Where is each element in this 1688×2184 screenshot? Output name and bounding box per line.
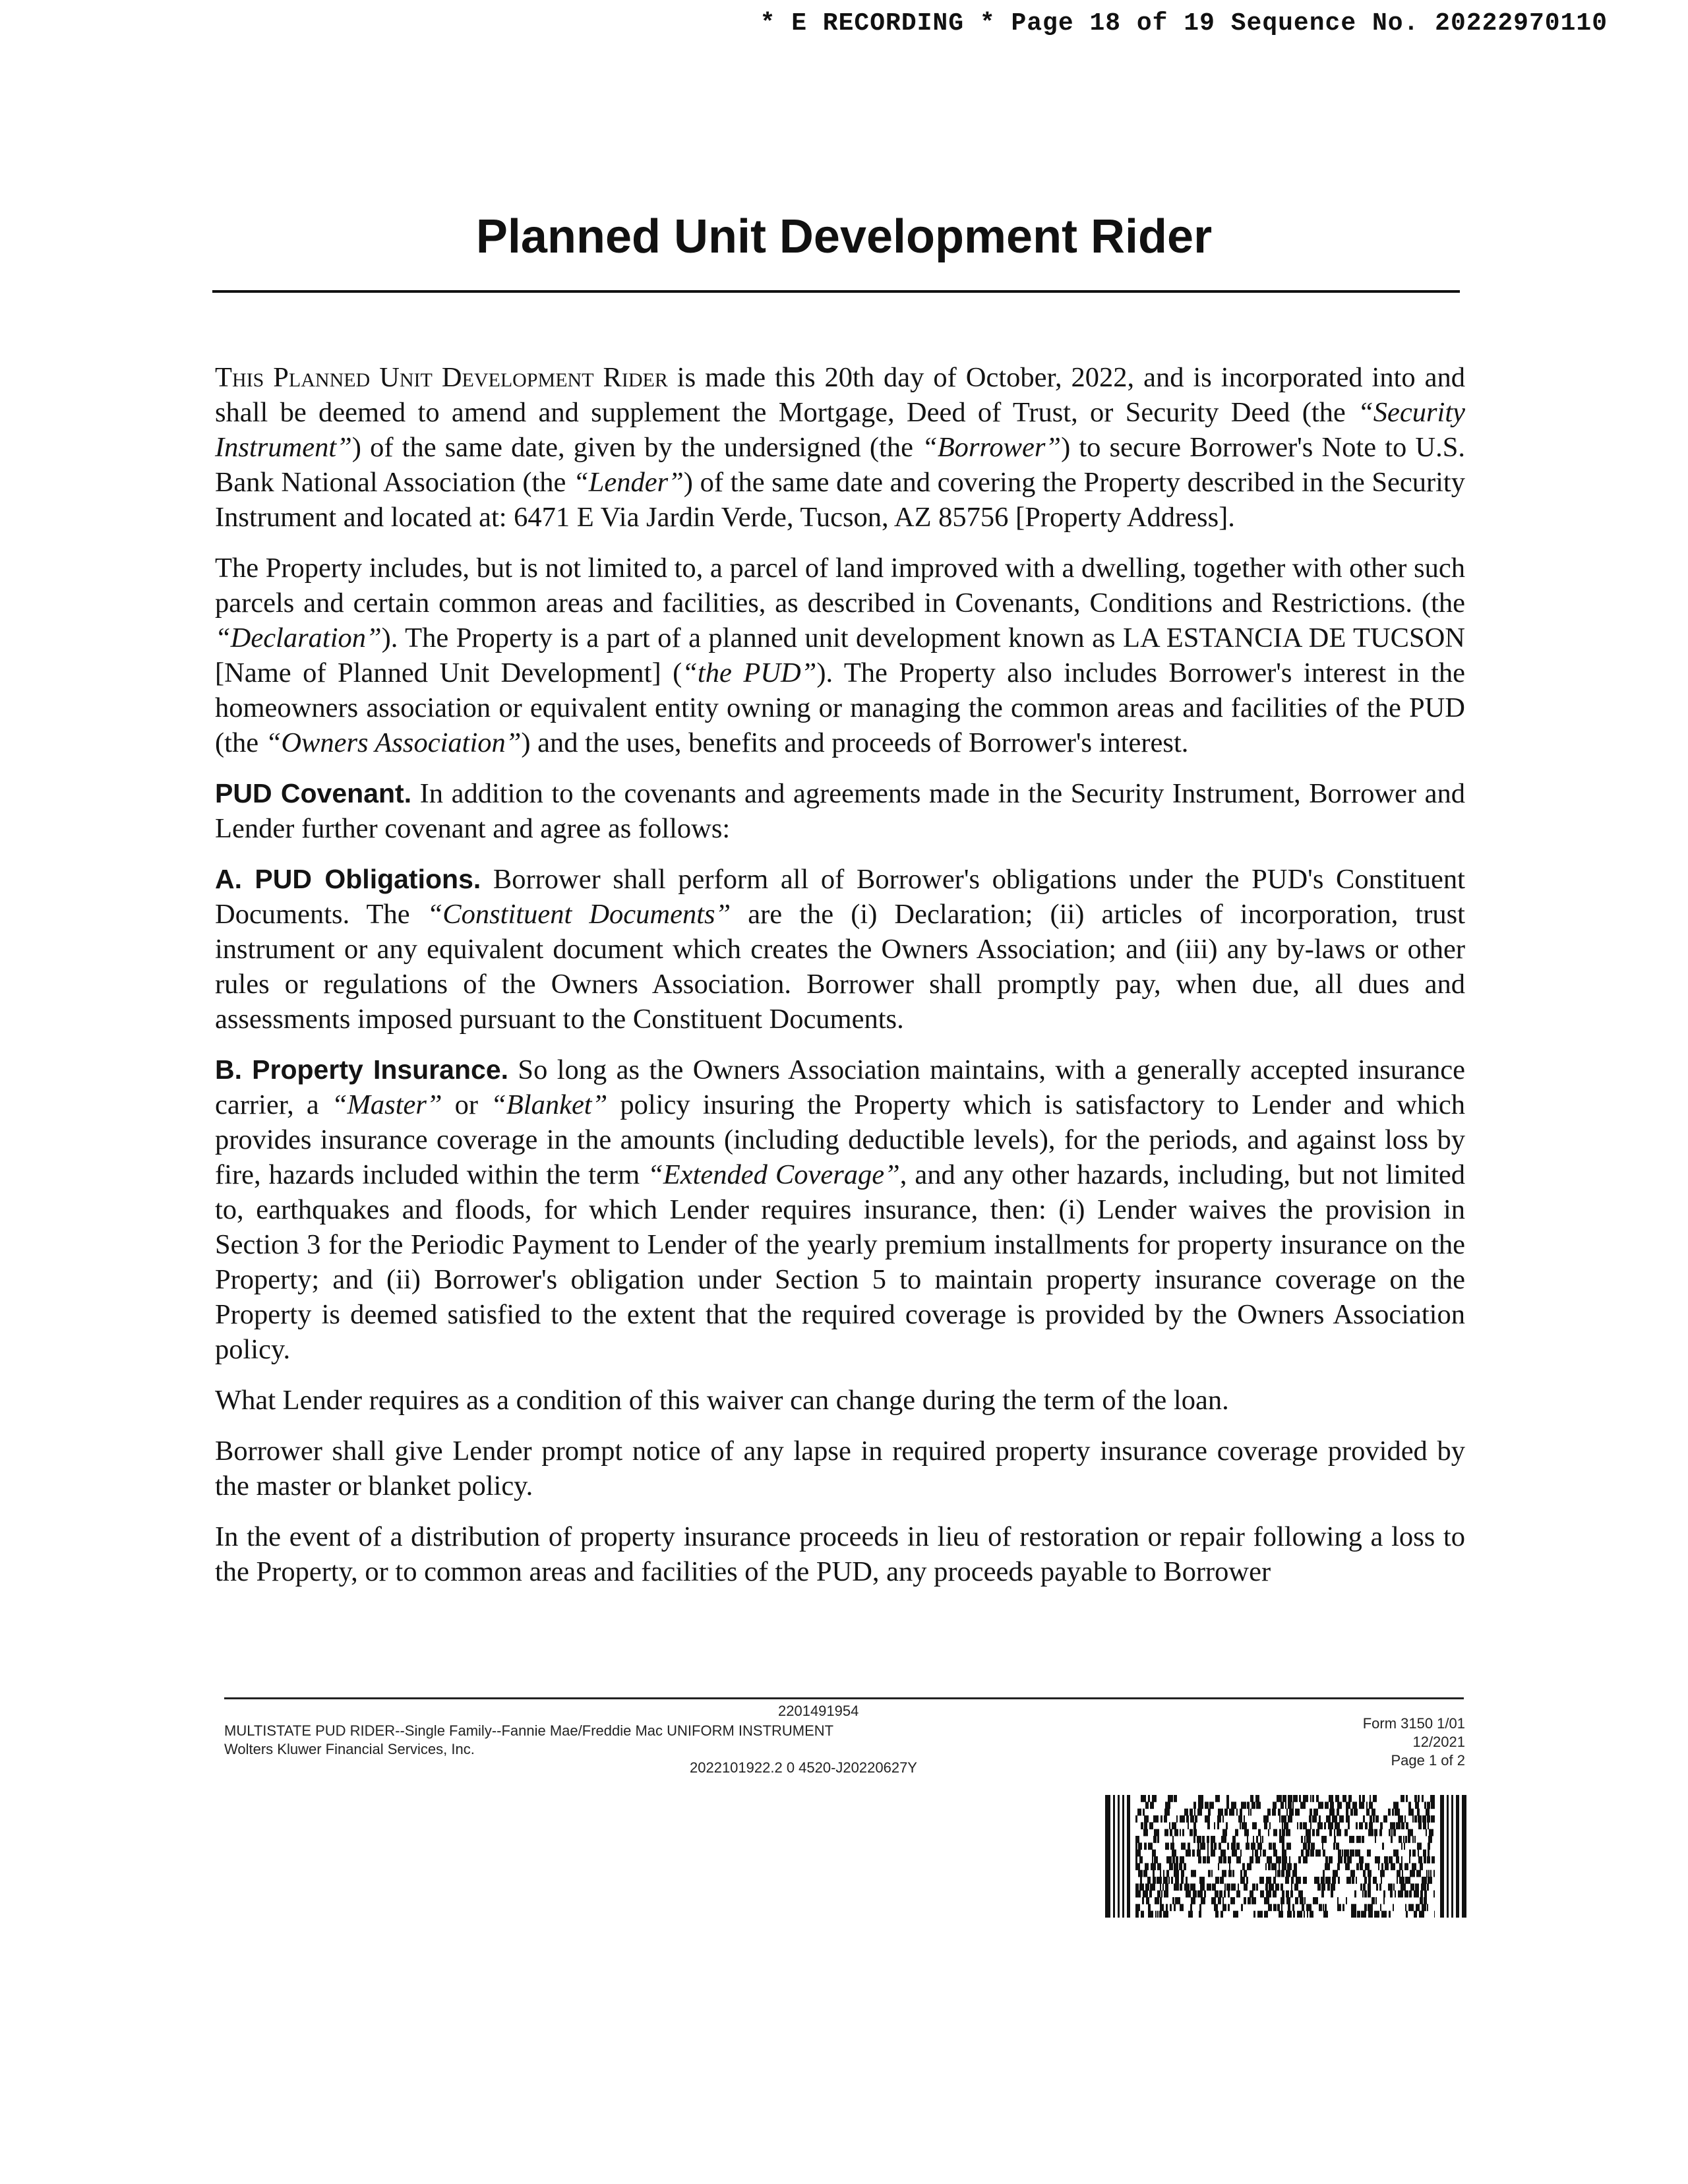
term-declaration: “Declaration” bbox=[215, 622, 382, 653]
intro-paragraph: This Planned Unit Development Rider is made this 20th day of October, 2022, and is incorporated into and shall be deemed to amend and supplement the Mortgage, Deed of Trust, or Security Deed (the “Security Instrument”) of the same date, given by the undersigned (the “Borrower”) to secure Borrower's Note to U.S. Bank National Association (the “Lender”) of the same date and covering the Property described in the Security Instrument and located at: 6471 E Via Jardin Verde, Tucson, AZ 85756 [Property Address]. bbox=[215, 362, 1465, 533]
document-title: Planned Unit Development Rider bbox=[475, 210, 1213, 263]
term-pud: “the PUD” bbox=[682, 657, 817, 688]
distribution-paragraph: In the event of a distribution of property insurance proceeds in lieu of restoration or repair following a loss to the Property, or to common areas and facilities of the PUD, any proceeds payable to Borrower bbox=[215, 1521, 1465, 1587]
pud-obligations-paragraph: A. PUD Obligations. Borrower shall perform all of Borrower's obligations under the PUD's Constituent Documents. The “Constituent Documents” are the (i) Declaration; (ii) articles of incorporation, trust instrument or any equivalent document which creates the Owners Association; and (iii) any by-laws or other rules or regulations of the Owners Association. Borrower shall promptly pay, when due, all dues and assessments imposed pursuant to the Constituent Documents. bbox=[215, 864, 1465, 1035]
loan-number: 2201491954 bbox=[778, 1703, 859, 1719]
term-extended-coverage: “Extended Coverage” bbox=[648, 1159, 900, 1190]
footer-divider bbox=[224, 1697, 1464, 1699]
pud-obligations-heading: A. PUD Obligations. bbox=[215, 864, 481, 894]
pdf417-barcode-icon bbox=[1105, 1795, 1466, 1918]
form-info bbox=[1363, 1714, 1465, 1770]
property-paragraph: The Property includes, but is not limited to, a parcel of land improved with a dwelling, together with other such parcels and certain common areas and facilities, as described in Covenants, Conditions and Restrictions. (the “Declaration”). The Property is a part of a planned unit development known as LA ESTANCIA DE TUCSON [Name of Planned Unit Development] (“the PUD”). The Property also includes Borrower's interest in the homeowners association or equivalent entity owning or managing the common areas and facilities of the PUD (the “Owners Association”) and the uses, benefits and proceeds of Borrower's interest. bbox=[215, 553, 1465, 758]
publisher: Wolters Kluwer Financial Services, Inc. bbox=[224, 1741, 475, 1757]
term-owners-association: “Owners Association” bbox=[265, 727, 522, 758]
form-number: Form 3150 1/01 bbox=[1362, 1715, 1465, 1732]
waiver-paragraph: What Lender requires as a condition of this waiver can change during the term of the loan. bbox=[215, 1385, 1229, 1416]
rider-lead: This Planned Unit Development Rider bbox=[215, 362, 668, 393]
term-borrower: “Borrower” bbox=[922, 432, 1062, 463]
pud-covenant-paragraph: PUD Covenant. In addition to the covenants and agreements made in the Security Instrument, Borrower and Lender further covenant and agree as follows: bbox=[215, 778, 1465, 844]
term-master: “Master” bbox=[331, 1089, 442, 1120]
term-security-instrument: “Security Instrument” bbox=[215, 397, 1465, 463]
recording-header: * E RECORDING * Page 18 of 19 Sequence No. 20222970110 bbox=[760, 9, 1608, 38]
notice-paragraph: Borrower shall give Lender prompt notice of any lapse in required property insurance coverage provided by the master or blanket policy. bbox=[215, 1436, 1465, 1502]
pud-covenant-heading: PUD Covenant. bbox=[215, 778, 412, 808]
form-title: MULTISTATE PUD RIDER--Single Family--Fannie Mae/Freddie Mac UNIFORM INSTRUMENT bbox=[224, 1722, 834, 1739]
property-insurance-heading: B. Property Insurance. bbox=[215, 1054, 509, 1085]
title-divider bbox=[212, 290, 1460, 293]
term-constituent-documents: “Constituent Documents” bbox=[427, 899, 731, 930]
term-lender: “Lender” bbox=[573, 467, 684, 498]
page-number: Page 1 of 2 bbox=[1391, 1752, 1465, 1769]
document-code: 2022101922.2 0 4520-J20220627Y bbox=[690, 1759, 917, 1776]
form-revision: 12/2021 bbox=[1412, 1734, 1465, 1750]
term-blanket: “Blanket” bbox=[491, 1089, 608, 1120]
property-insurance-paragraph: B. Property Insurance. So long as the Owners Association maintains, with a generally accepted insurance carrier, a “Master” or “Blanket” policy insuring the Property which is satisfactory to Lender and which provides insurance coverage in the amounts (including deductible levels), for the periods, and against loss by fire, hazards included within the term “Extended Coverage”, and any other hazards, including, but not limited to, earthquakes and floods, for which Lender requires insurance, then: (i) Lender waives the provision in Section 3 for the Periodic Payment to Lender of the yearly premium installments for property insurance on the Property; and (ii) Borrower's obligation under Section 5 to maintain property insurance coverage on the Property is deemed satisfied to the extent that the required coverage is provided by the Owners Association policy. bbox=[215, 1054, 1466, 1365]
document-body bbox=[215, 360, 1465, 1605]
